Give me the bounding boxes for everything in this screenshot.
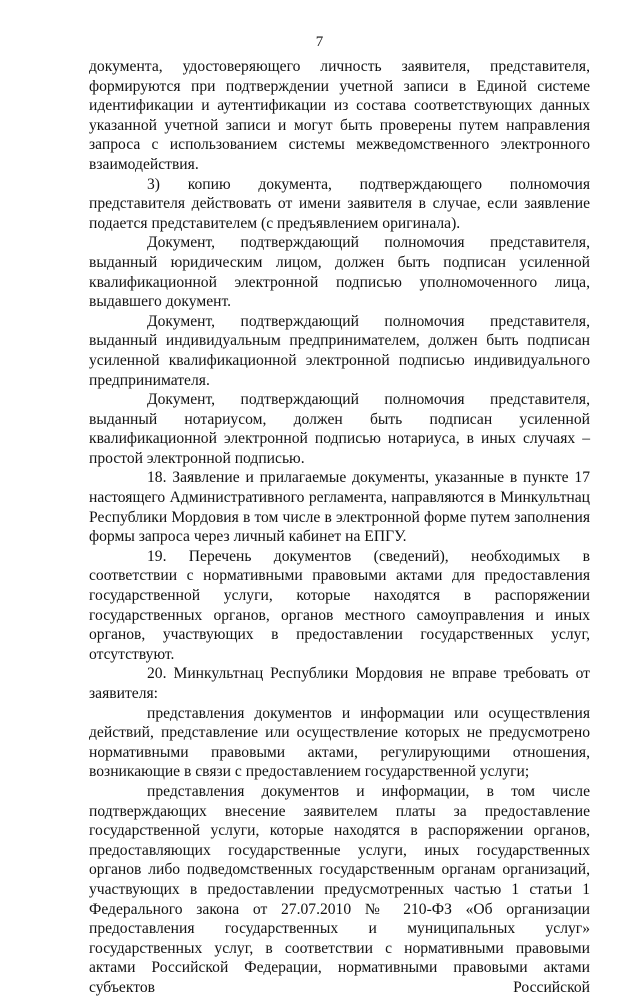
paragraph-notary-document: Документ, подтверждающий полномочия представителя, выданный нотариусом, должен быть подписан усиленной квалификационной электронной подписью нотариуса, в иных случаях – простой электронной подписью.: [89, 391, 590, 467]
paragraph-19: 19. Перечень документов (сведений), необходимых в соответствии с нормативными правовыми актами для предоставления государственной услуги, которые находятся в распоряжении государственных органов, органов местного самоуправления и иных органов, участвующих в предоставлении государственных услуг, отсутствуют.: [89, 547, 590, 663]
paragraph-legal-entity-document: Документ, подтверждающий полномочия представителя, выданный юридическим лицом, должен быть подписан усиленной квалификационной электронной подписью уполномоченного лица, выдавшего документ.: [89, 234, 590, 311]
page-number: 7: [315, 34, 324, 50]
document-body: [89, 57, 590, 998]
paragraph-20-item-1: представления документов и информации или осуществления действий, представление или осуществление которых не предусмотрено нормативными правовыми актами, регулирующими отношения, возникающие в связи с предоставлением государственной услуги;: [89, 704, 590, 781]
paragraph-18: 18. Заявление и прилагаемые документы, указанные в пункте 17 настоящего Административного регламента, направляются в Минкультнац Республики Мордовия в том числе в электронной форме путем заполнения формы запроса через личный кабинет на ЕПГУ.: [89, 469, 590, 546]
paragraph-20-item-2: представления документов и информации, в том числе подтверждающих внесение заявителем платы за предоставление государственной услуги, которые находятся в распоряжении органов, предоставляющих государственные услуги, иных государственных органов либо подведомственных государственным органам организаций, участвующих в предоставлении предусмотренных частью 1 статьи 1 Федерального закона от 27.07.2010 № 210-ФЗ «Об организации предоставления государственных и муниципальных услуг» государственных услуг, в соответствии с нормативными правовыми актами Российской Федерации, нормативными правовыми актами субъектов Российской: [89, 782, 590, 996]
paragraph-20: 20. Минкультнац Республики Мордовия не вправе требовать от заявителя:: [89, 665, 590, 702]
paragraph-entrepreneur-document: Документ, подтверждающий полномочия представителя, выданный индивидуальным предпринимателем, должен быть подписан усиленной квалификационной электронной подписью индивидуального предпринимателя.: [89, 312, 590, 389]
paragraph-representative-authority-copy: 3) копию документа, подтверждающего полномочия представителя действовать от имени заявителя в случае, если заявление подается представителем (с предъявлением оригинала).: [89, 175, 590, 232]
paragraph-id-data-continuation: документа, удостоверяющего личность заявителя, представителя, формируются при подтверждении учетной записи в Единой системе идентификации и аутентификации из состава соответствующих данных указанной учетной записи и могут быть проверены путем направления запроса с использованием системы межведомственного электронного взаимодействия.: [89, 58, 590, 173]
